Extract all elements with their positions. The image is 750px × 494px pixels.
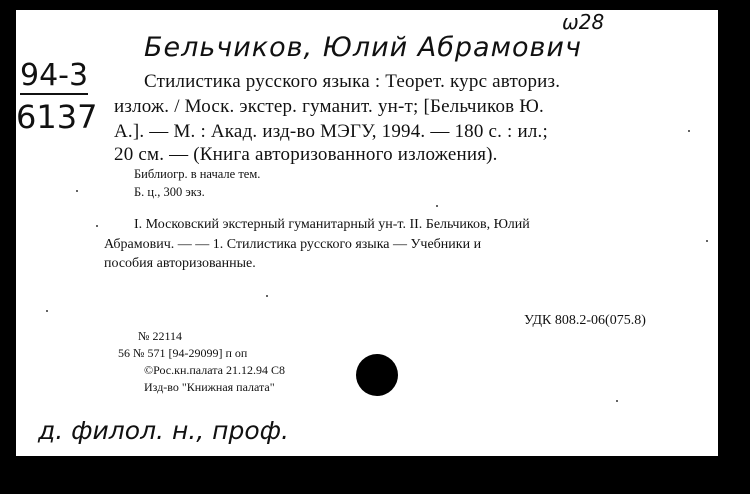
handwritten-author: Бельчиков, Юлий Абрамович (144, 32, 582, 63)
scan-speck (96, 225, 98, 227)
imprint-line-a: 56 № 571 [94-29099] п оп (118, 346, 248, 360)
card-number: № 22114 (138, 329, 183, 343)
entry-line-1: Стилистика русского языка : Теорет. курс авториз. (144, 71, 561, 92)
scan-speck (436, 205, 438, 207)
handwritten-call-number-top: 94-3 (20, 58, 89, 93)
entry-line-3: А.]. — М. : Акад. изд-во МЭГУ, 1994. — 180 с. : ил.; (114, 121, 548, 142)
tracing-line-2: Абрамович. — — 1. Стилистика русского языка — Учебники и (104, 237, 482, 252)
scan-speck (706, 240, 708, 242)
scan-speck (266, 295, 268, 297)
scan-speck (688, 130, 690, 132)
tracing-line-1: I. Московский экстерный гуманитарный ун-т. II. Бельчиков, Юлий (134, 217, 530, 232)
scan-speck (76, 190, 78, 192)
entry-note-bibliography: Библиогр. в начале тем. (134, 167, 261, 181)
entry-line-2: излож. / Моск. экстер. гуманит. ун-т; [Бельчиков Ю. (114, 96, 544, 117)
tracing-line-3: пособия авторизованные. (104, 256, 256, 271)
scan-speck (46, 310, 48, 312)
entry-line-4: 20 см. — (Книга авторизованного изложения). (114, 144, 498, 165)
scan-speck (616, 400, 618, 402)
entry-note-price: Б. ц., 300 экз. (134, 185, 205, 199)
handwritten-top-right: ω28 (562, 10, 605, 34)
catalog-card (16, 10, 718, 456)
udc-code: УДК 808.2-06(075.8) (524, 313, 646, 328)
imprint-line-b: ©Рос.кн.палата 21.12.94 С8 (144, 363, 285, 377)
card-punch-hole (356, 354, 398, 396)
imprint-line-c: Изд-во "Книжная палата" (144, 380, 275, 394)
handwritten-bottom-note: д. филол. н., проф. (38, 416, 289, 445)
handwritten-call-number-bottom: 6137 (16, 98, 98, 136)
